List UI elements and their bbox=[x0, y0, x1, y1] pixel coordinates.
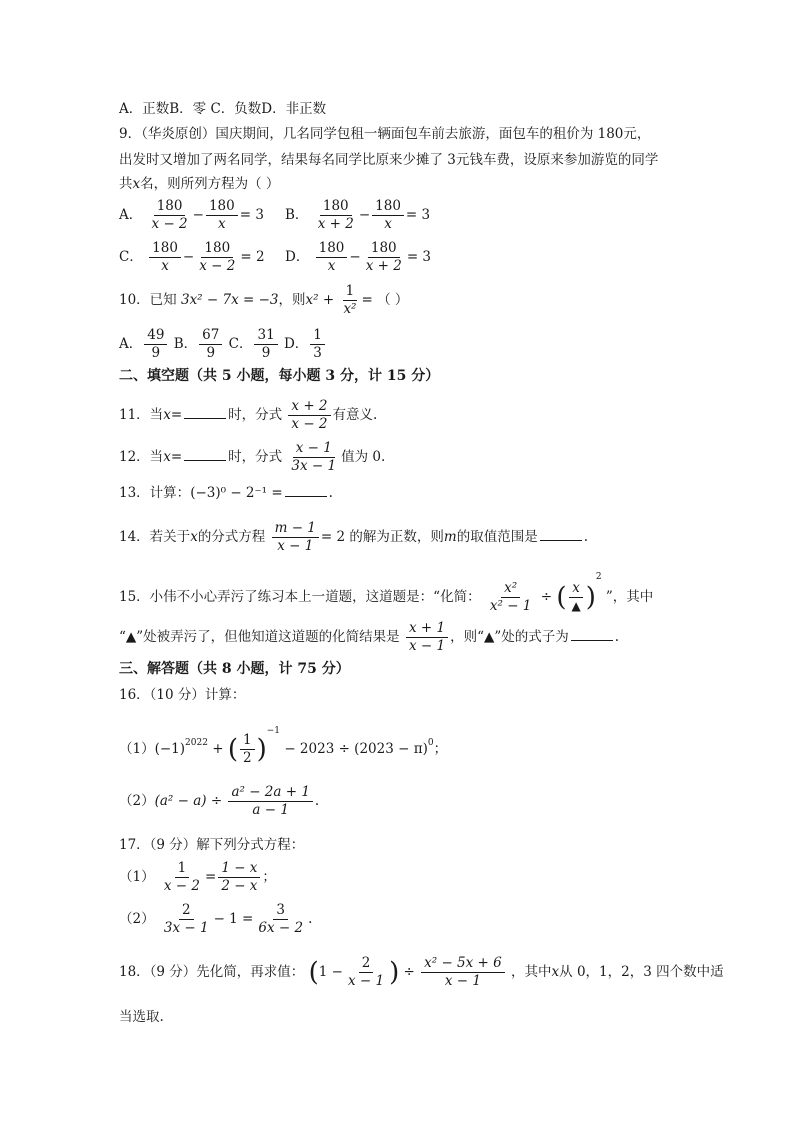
q9-option-d: D． $\frac{180}{x}$ − $\frac{180}{x + 2}$ = 3 bbox=[285, 240, 432, 274]
answer-blank bbox=[184, 404, 226, 419]
q9-option-a: A． $\frac{180}{x - 2}$ − $\frac{180}{x}$ = 3 bbox=[119, 198, 264, 232]
answer-blank bbox=[571, 626, 613, 641]
answer-blank bbox=[540, 526, 582, 541]
q11: 11．当x= 时，分式 $\frac{x + 2}{x - 2}$ 有意义. bbox=[119, 398, 378, 432]
q12: 12．当x= 时，分式 $\frac{x - 1}{3x - 1}$ 值为 0. bbox=[119, 440, 386, 474]
triangle-icon: ▲ bbox=[571, 599, 581, 613]
q9-line3: 共x名，则所列方程为（ ） bbox=[119, 176, 280, 192]
q9-line2: 出发时又增加了两名同学，结果每名同学比原来少摊了 3元钱车费，设原来参加游览的同学 bbox=[119, 152, 659, 168]
q9-option-c: C． $\frac{180}{x}$ − $\frac{180}{x - 2}$ = 2 bbox=[119, 240, 265, 274]
q18-line2: 当选取. bbox=[119, 1009, 164, 1025]
q13: 13．计算：(−3)⁰ − 2⁻¹ = . bbox=[119, 482, 333, 502]
q8-options: A．正数B．零 C．负数D．非正数 bbox=[119, 101, 327, 117]
q17-part1: （1） $\frac{1}{x - 2}$ = $\frac{1 - x}{2 - x}$ ； bbox=[119, 860, 276, 894]
q15-line1: 15．小伟不小心弄污了练习本上一道题，这道题是：“化简： $\frac{\text{x²}}{\text{x² − 1}}$ ÷ ( $\frac{x}{▲}$ )$^2$ ”，其中 bbox=[119, 572, 654, 614]
section-fill-in-title: 二、填空题（共 5 小题，每小题 3 分，计 15 分） bbox=[119, 368, 440, 384]
q17-part2: （2） $\frac{2}{3x - 1}$ − 1 = $\frac{3}{6x - 2}$ . bbox=[119, 902, 313, 936]
q14: 14．若关于x的分式方程 $\frac{m - 1}{x - 1}$ = 2 的解为正数，则m的取值范围是 . bbox=[119, 520, 588, 554]
q15-line2: “▲”处被弄污了，但他知道这道题的化简结果是 $\frac{x + 1}{x - 1}$ ，则“▲”处的式子为 . bbox=[119, 620, 620, 654]
q17-head: 17．（9 分）解下列分式方程： bbox=[119, 837, 305, 853]
q16-head: 16．（10 分）计算： bbox=[119, 687, 246, 703]
answer-blank bbox=[285, 482, 327, 497]
q9-option-b: B． $\frac{180}{x + 2}$ − $\frac{180}{x}$ = 3 bbox=[285, 198, 431, 232]
q10-options: A． $\frac{49}{9}$ B． $\frac{67}{9}$ C． $\frac{31}{9}$ D． $\frac{1}{3}$ bbox=[119, 327, 327, 362]
answer-blank bbox=[184, 446, 226, 461]
q9-line1: 9．（华炎原创）国庆期间，几名同学包租一辆面包车前去旅游，面包车的租价为 180元， bbox=[119, 126, 651, 142]
q18-line1: 18．（9 分）先化简，再求值： (1 − $\frac{2}{x - 1}$ ) ÷ $\frac{\text{x² − 5x + 6}}{x - 1}$ ，其中x从 0，1，2，3 四个数中适 bbox=[119, 955, 724, 989]
section-solve-title: 三、解答题（共 8 小题，计 75 分） bbox=[119, 661, 350, 677]
q16-part1: $(1)(-1)^{2022}$ + ( $\frac{1}{2}$ )$^{-1} - 2023 \div (2023 - \pi)^0$； bbox=[119, 726, 448, 766]
q16-part2: （2）(a² − a) ÷ $\frac{\text{a² − 2a + 1}}{a - 1}$ . bbox=[119, 784, 320, 818]
q10-stem: 10．已知 3x² − 7x = −3，则x² + $\frac{1}{\text{x²}}$ = （ ） bbox=[119, 283, 409, 317]
